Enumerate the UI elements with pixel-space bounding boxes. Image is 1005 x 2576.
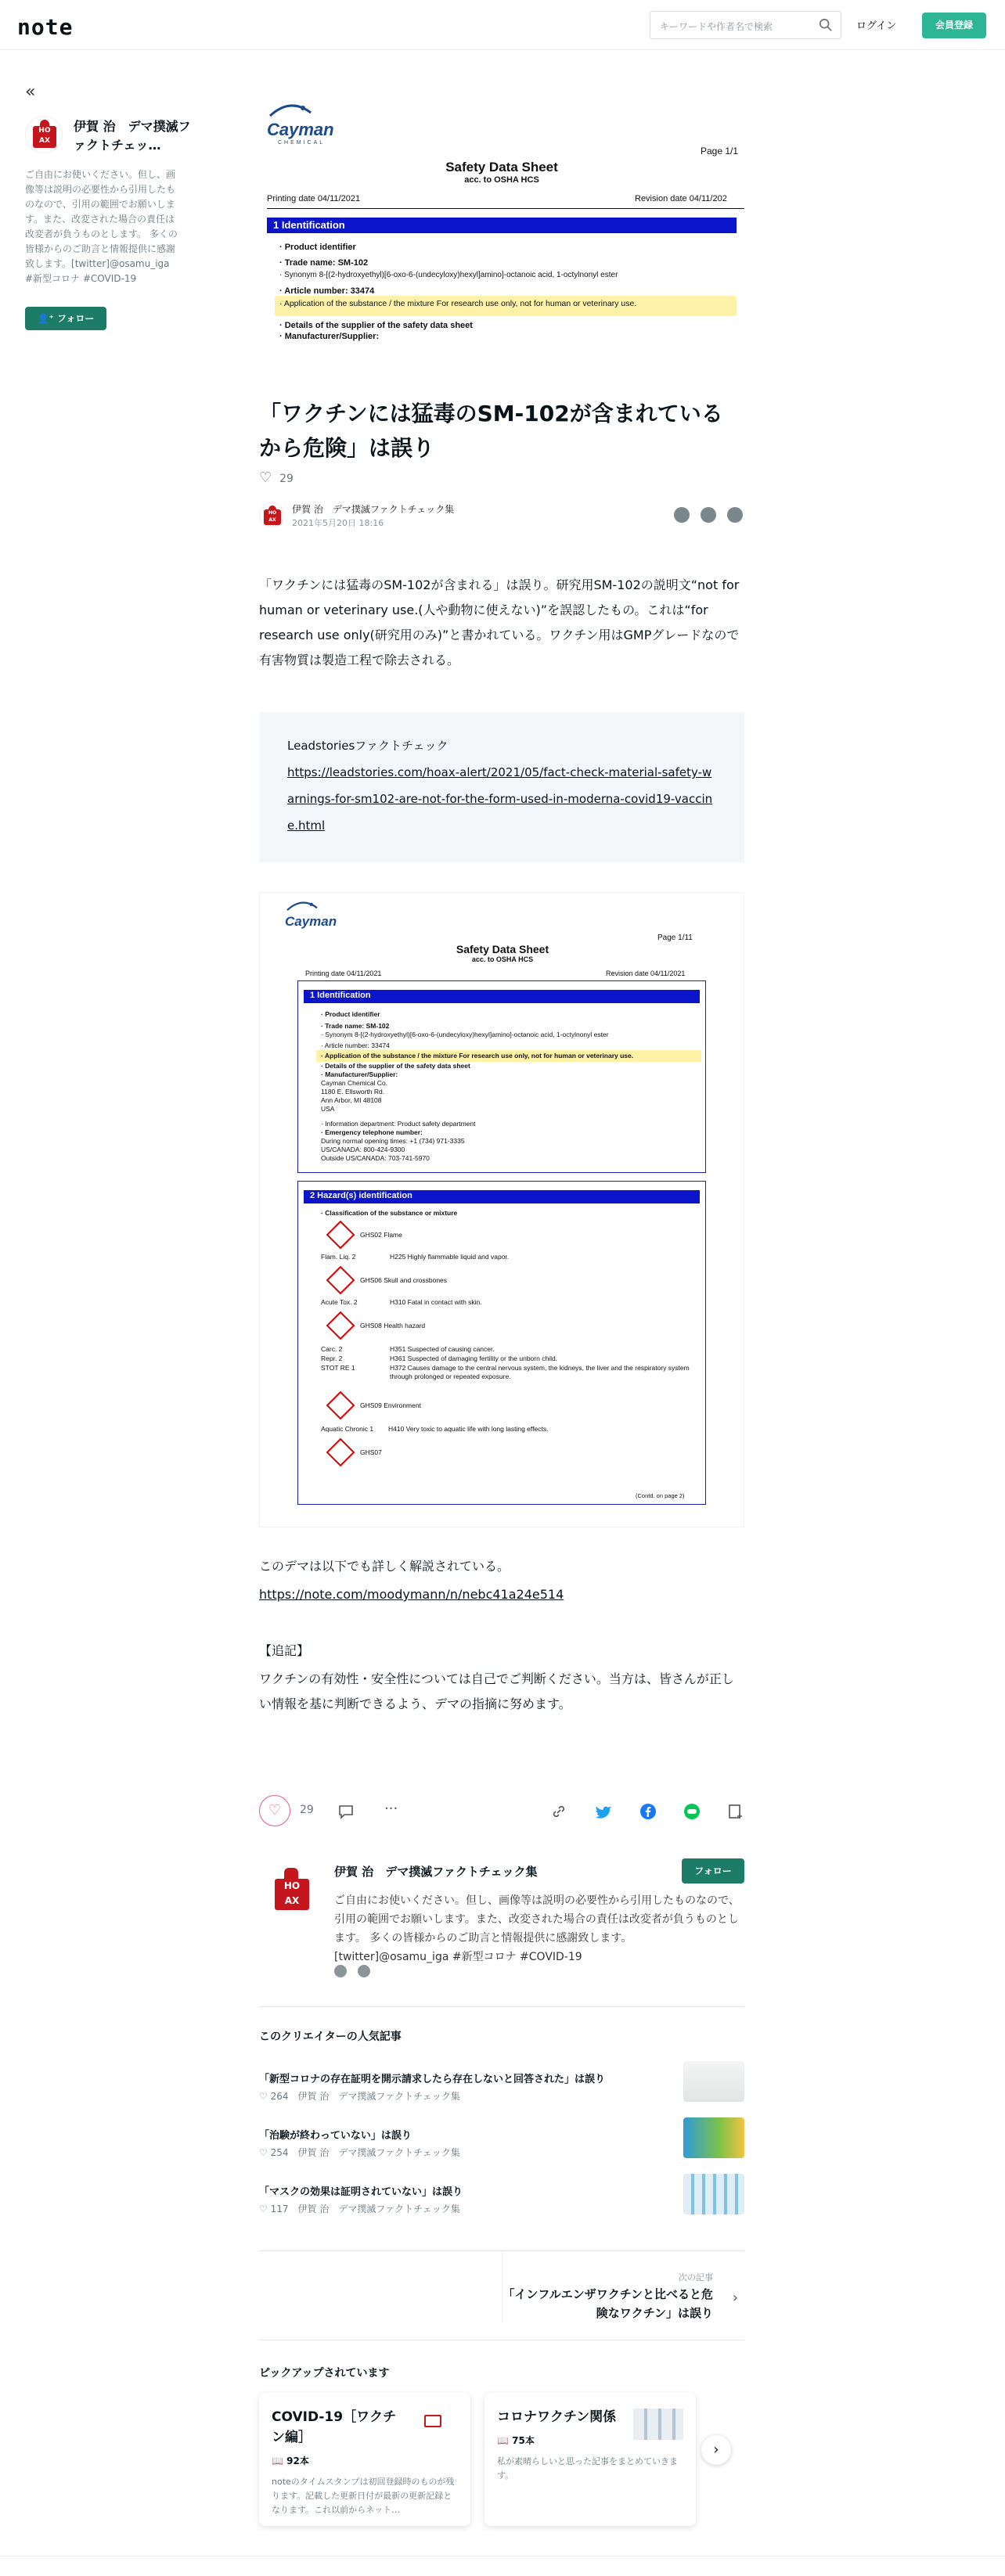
- note-logo[interactable]: note: [17, 14, 74, 40]
- cayman-logo: [285, 899, 337, 930]
- popular-item-title[interactable]: 「治験が終わっていない」は誤り: [259, 2130, 412, 2142]
- facebook-icon[interactable]: [701, 507, 716, 523]
- sds-details: · Details of the supplier of the safety data sheet: [321, 1062, 470, 1070]
- twitter-icon[interactable]: [334, 1965, 347, 1977]
- magazine-description: noteのタイムスタンプは初回登録時のものが残ります。記載した更新日付が最新の更新記録となります。これ以前からネット…: [272, 2477, 455, 2515]
- byline-author-name[interactable]: 伊賀 治 デマ撲滅ファクトチェック集: [292, 504, 455, 515]
- sds-h351: H351 Suspected of causing cancer.: [390, 1345, 495, 1353]
- popular-item-title[interactable]: 「マスクの効果は証明されていない」は誤り: [259, 2186, 463, 2198]
- magazine-count-value: 92本: [286, 2455, 309, 2466]
- author-bio: ご自由にお使いください。但し、画像等は説明の必要性から引用したものなので、引用の範囲でお願いします。また、改変された場合の責任は改変者が負うものとします。 多くの皆様からのご助言と情報提供に感謝致します。[twitter]@osamu_iga #新型コロナ #COVID-19: [334, 1894, 740, 1963]
- add-to-magazine-icon[interactable]: [727, 1803, 744, 1820]
- pickup-section-title: ピックアップされています: [259, 2367, 390, 2380]
- sds-repr: Repr. 2: [321, 1355, 343, 1362]
- sds-info: · Information department: Product safety department: [321, 1120, 476, 1128]
- sds2-lines: [321, 1010, 697, 1163]
- sds-address: Cayman Chemical Co.: [321, 1079, 388, 1087]
- sds-synonym: · Synonym 8-[(2-hydroxyethyl)[6-oxo-6-(undecyloxy)hexyl]amino]-octanoic acid, 1-octylnonyl ester: [279, 271, 618, 279]
- line-icon[interactable]: [683, 1803, 701, 1820]
- cayman-logo: [267, 102, 345, 146]
- login-link[interactable]: ログイン: [856, 20, 897, 32]
- comment-icon[interactable]: [337, 1803, 355, 1820]
- sds-trade: · Trade name: SM-102: [321, 1022, 390, 1030]
- magazine-description: 私が素晴らしいと思った記事をまとめていきます。: [497, 2456, 678, 2481]
- cayman-logo-mark: [285, 899, 319, 913]
- sds-ghs02: GHS02 Flame: [360, 1231, 402, 1239]
- article-paragraph: このデマは以下でも詳しく解説されている。: [259, 1559, 510, 1574]
- avatar[interactable]: HO AX: [25, 116, 63, 153]
- sds-printing-date: Printing date 04/11/2021: [305, 970, 382, 977]
- cayman-logo-text: Cayman: [267, 120, 334, 139]
- sds-trade: · Trade name: SM-102: [279, 258, 369, 268]
- next-article-title[interactable]: 「インフルエンザワクチンと比べると危険なワクチン」は誤り: [502, 2287, 713, 2320]
- avatar[interactable]: HO AX: [259, 502, 284, 527]
- line-icon[interactable]: [727, 507, 743, 523]
- magazine-thumbnail: [408, 2409, 458, 2440]
- sds-section1-bar: 1 Identification: [304, 990, 700, 1003]
- magazine-title[interactable]: コロナワクチン関係: [497, 2409, 617, 2425]
- divider: [259, 2006, 744, 2007]
- sds-h225: H225 Highly flammable liquid and vapor.: [390, 1253, 510, 1261]
- like-counter-top[interactable]: [259, 470, 294, 486]
- sds-address: Ann Arbor, MI 48108: [321, 1096, 382, 1104]
- facebook-icon[interactable]: [639, 1803, 657, 1820]
- popular-item-likes: 117: [270, 2204, 289, 2214]
- sds-application: · Application of the substance / the mixture For research use only, not for human or veterinary use.: [275, 296, 737, 316]
- more-icon[interactable]: ···: [384, 1801, 398, 1817]
- sidebar: [25, 82, 191, 330]
- sds-article: · Article number: 33474: [321, 1042, 390, 1049]
- sds-h372: H372 Causes damage to the central nervous system, the kidneys, the liver and the respiratory system through prolonged or repeated exposure.: [390, 1364, 690, 1380]
- sds-product: · Product identifier: [279, 243, 356, 252]
- sds-stot: STOT RE 1: [321, 1364, 355, 1372]
- magazine-count-value: 75本: [512, 2435, 535, 2446]
- popular-section-title: このクリエイターの人気記事: [259, 2031, 402, 2043]
- sds-ghs06: GHS06 Skull and crossbones: [360, 1276, 448, 1284]
- sds-article: · Article number: 33474: [279, 286, 375, 296]
- author-name[interactable]: 伊賀 治 デマ撲滅ファクトチェック集: [334, 1865, 538, 1879]
- sds-revision-date: Revision date 04/11/2021: [606, 970, 686, 977]
- byline: [259, 501, 744, 532]
- sds-flam: Flam. Liq. 2: [321, 1253, 356, 1261]
- like-button[interactable]: [259, 1795, 290, 1826]
- avatar[interactable]: HO AX: [264, 1862, 317, 1915]
- cayman-logo-text: Cayman: [285, 914, 337, 929]
- popular-item-likes: 254: [270, 2147, 289, 2158]
- book-icon: 📖: [497, 2435, 513, 2446]
- sds-emergency-line: Outside US/CANADA: 703-741-5970: [321, 1154, 430, 1162]
- global-header: [0, 0, 1005, 50]
- popular-item-author: 伊賀 治 デマ撲滅ファクトチェック集: [297, 2091, 460, 2102]
- popular-item-meta: [259, 2089, 460, 2103]
- sds-contd: (Contd. on page 2): [636, 1492, 685, 1499]
- popular-item-thumbnail[interactable]: [683, 2061, 744, 2102]
- sds-h361: H361 Suspected of damaging fertility or the unborn child.: [390, 1355, 558, 1362]
- sds-acute: Acute Tox. 2: [321, 1298, 358, 1306]
- follow-button[interactable]: フォロー: [682, 1858, 744, 1883]
- sds-product: · Product identifier: [321, 1010, 380, 1018]
- action-bar: [259, 1792, 744, 1831]
- follow-label: フォロー: [57, 313, 95, 324]
- blockquote: [259, 712, 744, 862]
- sds-printing-date: Printing date 04/11/2021: [267, 194, 361, 203]
- sds-ghs07: GHS07: [360, 1448, 382, 1456]
- magazine-title[interactable]: COVID-19［ワクチン編］: [272, 2409, 397, 2445]
- next-article-link[interactable]: [502, 2250, 744, 2322]
- sidebar-author[interactable]: [25, 116, 189, 157]
- cayman-logo-mark: [267, 102, 314, 119]
- popular-item[interactable]: [259, 2127, 744, 2174]
- sds-manufacturer: · Manufacturer/Supplier:: [321, 1070, 398, 1078]
- sds-title: Safety Data Sheet: [445, 160, 558, 174]
- search-input[interactable]: [650, 11, 841, 39]
- link-icon[interactable]: [550, 1803, 567, 1820]
- postscript-text: ワクチンの有効性・安全性については自己でご判断ください。当方は、皆さんが正しい情報を基に判断できるよう、デマの指摘に努めます。: [259, 1671, 734, 1711]
- cayman-logo-sub: CHEMICAL: [278, 140, 326, 146]
- heart-icon: ♡: [259, 2147, 271, 2158]
- sidebar-author-name[interactable]: 伊賀 治 デマ撲滅ファクトチェッ…: [74, 119, 191, 153]
- sds-section2-bar: 2 Hazard(s) identification: [304, 1190, 700, 1203]
- sds-image: [259, 892, 744, 1527]
- sds-h410: H410 Very toxic to aquatic life with long lasting effects.: [388, 1425, 549, 1433]
- book-icon: 📖: [272, 2455, 287, 2466]
- carousel-next-icon[interactable]: ›: [701, 2435, 731, 2465]
- magazine-count: [272, 2454, 458, 2467]
- like-count: 29: [279, 473, 294, 485]
- heart-icon: ♡: [259, 2204, 271, 2214]
- author-social-icons: [334, 1965, 381, 1981]
- postscript-heading: 【追記】: [259, 1643, 310, 1658]
- sds-rule: [267, 208, 744, 209]
- search-placeholder: キーワードや作者名で検索: [660, 21, 773, 32]
- heart-icon: ♡: [259, 2091, 271, 2102]
- popular-item-thumbnail[interactable]: [683, 2174, 744, 2214]
- sds-section2-box: [297, 1181, 706, 1505]
- search-icon[interactable]: [819, 18, 833, 32]
- article-link[interactable]: https://note.com/moodymann/n/nebc41a24e514: [259, 1587, 564, 1602]
- collapse-sidebar-icon[interactable]: «: [25, 82, 36, 102]
- popular-item-thumbnail[interactable]: [683, 2117, 744, 2158]
- popular-item-author: 伊賀 治 デマ撲滅ファクトチェック集: [297, 2204, 460, 2214]
- sds-carc: Carc. 2: [321, 1345, 343, 1353]
- heart-icon: ♡: [268, 1802, 282, 1819]
- sds-h310: H310 Fatal in contact with skin.: [390, 1298, 482, 1306]
- sds-classification: · Classification of the substance or mixture: [321, 1209, 458, 1217]
- share-icons: [663, 507, 743, 526]
- next-article-label: 次の記事: [679, 2272, 713, 2283]
- sds-ghs09: GHS09 Environment: [360, 1401, 421, 1409]
- follow-icon: 👤⁺: [37, 313, 58, 324]
- author-card: [259, 1858, 744, 2007]
- sds-address: 1180 E. Ellsworth Rd.: [321, 1088, 385, 1096]
- magazine-thumbnail: [633, 2409, 683, 2440]
- sds-section-bar: 1 Identification: [267, 218, 737, 233]
- sidebar-author-bio: ご自由にお使いください。但し、画像等は説明の必要性から引用したものなので、引用の範囲でお願いします。また、改変された場合の責任は改変者が負うものとします。 多くの皆様からのご助言と情報提供に感謝致します。[twitter]@osamu_iga #新型コロナ #COVID-19: [25, 169, 178, 284]
- popular-item-author: 伊賀 治 デマ撲滅ファクトチェック集: [297, 2147, 460, 2158]
- byline-date: 2021年5月20日 18:16: [292, 518, 384, 528]
- chevron-right-icon[interactable]: ›: [732, 2290, 738, 2306]
- sds-details: · Details of the supplier of the safety data sheet: [279, 321, 473, 330]
- popular-item-title[interactable]: 「新型コロナの存在証明を開示請求したら存在しないと回答された」は誤り: [259, 2074, 606, 2085]
- heart-icon[interactable]: ♡: [259, 470, 272, 486]
- sidebar-follow-button[interactable]: [25, 307, 106, 330]
- sds-emergency-line: During normal opening times: +1 (734) 971-3335: [321, 1137, 465, 1145]
- quote-link[interactable]: https://leadstories.com/hoax-alert/2021/05/fact-check-material-safety-warnings-for-sm102-are-not-for-the-form-used-in-moderna-covid19-vaccine.html: [287, 765, 713, 833]
- quote-label: Leadstoriesファクトチェック: [287, 739, 448, 753]
- sds-aquatic: Aquatic Chronic 1: [321, 1425, 374, 1433]
- sds-page: Page 1/11: [657, 934, 693, 942]
- article-paragraph: 「ワクチンには猛毒のSM-102が含まれる」は誤り。研究用SM-102の説明文“not for human or veterinary use.(人や動物に使えない)”を誤認したもの。これは“for research use only(研究用のみ)”と書かれている。ワクチン用はGMPグレードなので有害物質は製造工程で除去される。: [259, 577, 740, 667]
- signup-button[interactable]: 会員登録: [922, 13, 986, 38]
- sds-application: · Application of the substance / the mixture For research use only, not for human or veterinary use.: [316, 1050, 701, 1062]
- sds-address: USA: [321, 1105, 335, 1113]
- sds-emergency: · Emergency telephone number:: [321, 1128, 423, 1136]
- sds-emergency-line: US/CANADA: 800-424-9300: [321, 1146, 405, 1153]
- sds-title: Safety Data Sheet: [456, 943, 549, 955]
- popular-item-meta: [259, 2202, 460, 2215]
- popular-item-likes: 264: [270, 2091, 289, 2102]
- popular-item[interactable]: [259, 2183, 744, 2230]
- sds-revision-date: Revision date 04/11/202: [635, 194, 727, 203]
- sds-subtitle: acc. to OSHA HCS: [464, 175, 539, 185]
- twitter-icon[interactable]: [674, 507, 690, 523]
- sds-synonym: · Synonym 8-[(2-hydroxyethyl)[6-oxo-6-(undecyloxy)hexyl]amino]-octanoic acid, 1-octylnonyl ester: [321, 1031, 609, 1038]
- sds-subtitle: acc. to OSHA HCS: [471, 955, 534, 963]
- article-title: 「ワクチンには猛毒のSM-102が含まれているから危険」は誤り: [259, 401, 723, 461]
- popular-item-meta: [259, 2146, 460, 2159]
- like-count: 29: [300, 1804, 314, 1816]
- sds-page: Page 1/1: [701, 146, 739, 157]
- magazine-card[interactable]: [484, 2393, 696, 2526]
- sds-manufacturer: · Manufacturer/Supplier:: [279, 332, 380, 341]
- twitter-icon[interactable]: [594, 1803, 611, 1820]
- rss-icon[interactable]: [358, 1965, 370, 1977]
- magazine-card[interactable]: [259, 2393, 470, 2526]
- eyecatch-image: [259, 94, 744, 343]
- sds-ghs08: GHS08 Health hazard: [360, 1322, 426, 1329]
- popular-item[interactable]: [259, 2071, 744, 2117]
